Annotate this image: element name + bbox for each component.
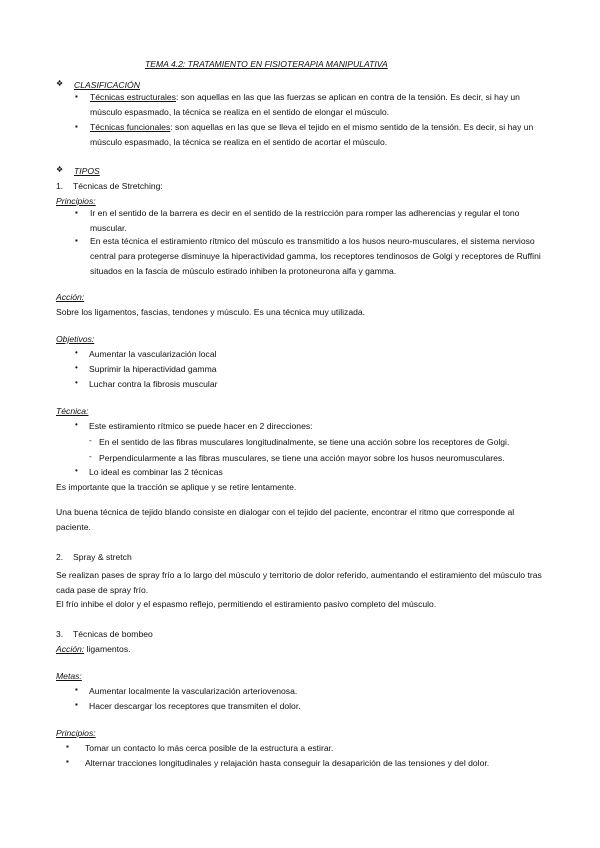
section-number: 2. [56, 552, 64, 562]
principio-item: Tomar un contacto lo más cerca posible de la estructura a estirar. [85, 743, 334, 753]
square-bullet-icon: ▪ [75, 685, 78, 694]
tipos-heading: TIPOS [74, 166, 100, 176]
metas-label: Metas: [56, 671, 82, 681]
section-number: 3. [56, 629, 64, 639]
tecnica-label: Técnica: [56, 406, 89, 416]
item-text: : son aquellas en las que se lleva el tejido en el mismo sentido de la tensión. Es decir, si hay un músculo espasmado, la técnica se realiza en el sentido de acortar el músculo. [90, 122, 534, 147]
item-text: : son aquellas en las que las fuerzas se aplican en contra de la tensión. Es decir, si hay un músculo espasmado, la técnica se realiza en el sentido de elongar el músculo. [90, 92, 520, 117]
accion-text: ligamentos. [84, 644, 131, 654]
principios-label: Principios: [56, 196, 96, 206]
dot-bullet-icon: • [75, 363, 78, 372]
tecnica-direction: Perpendicularmente a las fibras musculares, se tiene una acción mayor sobre los husos neuromusculares. [99, 453, 505, 463]
diamond-bullet-icon: ❖ [56, 79, 64, 88]
clasificacion-heading: CLASIFICACIÓN [74, 80, 140, 90]
note-paragraph: Una buena técnica de tejido blando consiste en dialogar con el tejido del paciente, encontrar el ritmo que corresponde al paciente. [56, 507, 515, 532]
section-number: 1. [56, 181, 64, 191]
item-label: Técnicas estructurales [90, 92, 176, 102]
principios-label: Principios: [56, 728, 96, 738]
clasificacion-item [90, 120, 550, 150]
section-title: Técnicas de Stretching: [73, 181, 163, 191]
square-bullet-icon: ▪ [75, 92, 78, 101]
dot-bullet-icon: • [75, 378, 78, 387]
note-text: Es importante que la tracción se aplique y se retire lentamente. [56, 482, 297, 492]
principio-item: Alternar tracciones longitudinales y relajación hasta conseguir la desaparición de las tensiones y del dolor. [85, 758, 490, 768]
dash-bullet-icon: - [89, 452, 92, 461]
accion-line [56, 645, 131, 654]
item-label: Técnicas funcionales [90, 122, 171, 132]
dot-bullet-icon: • [75, 420, 78, 429]
section-paragraph: El frío inhibe el dolor y el espasmo reflejo, permitiendo el estiramiento pasivo completo del músculo. [56, 599, 437, 609]
dot-bullet-icon: • [75, 466, 78, 475]
section-title: Técnicas de bombeo [73, 629, 153, 639]
diamond-bullet-icon: ❖ [56, 165, 64, 174]
meta-item: Aumentar localmente la vascularización arteriovenosa. [89, 686, 298, 696]
section-title: Spray & stretch [73, 552, 132, 562]
tecnica-direction: En el sentido de las fibras musculares longitudinalmente, se tiene una acción sobre los receptores de Golgi. [99, 437, 510, 447]
objetivo-item: Luchar contra la fibrosis muscular [89, 379, 218, 389]
dash-bullet-icon: - [89, 436, 92, 445]
clasificacion-item [90, 90, 550, 120]
square-bullet-icon: ▪ [75, 122, 78, 131]
tecnica-ideal: Lo ideal es combinar las 2 técnicas [89, 467, 223, 477]
objetivos-label: Objetivos: [56, 334, 95, 344]
meta-item: Hacer descargar los receptores que transmiten el dolor. [89, 701, 301, 711]
accion-label: Acción: [56, 644, 85, 654]
section-paragraph: Se realizan pases de spray frío a lo largo del músculo y territorio de dolor referido, aumentando el estiramiento del músculo tras cada pase de spray frío. [56, 570, 542, 595]
accion-text: Sobre los ligamentos, fascias, tendones y músculo. Es una técnica muy utilizada. [56, 307, 366, 317]
tecnica-intro: Este estiramiento rítmico se puede hacer en 2 direcciones: [89, 421, 313, 431]
objetivo-item: Suprimir la hiperactividad gamma [89, 364, 217, 374]
page-title: TEMA 4.2: TRATAMIENTO EN FISIOTERAPIA MANIPULATIVA [145, 59, 388, 69]
square-bullet-icon: ▪ [75, 236, 78, 245]
square-bullet-icon: ▪ [66, 757, 69, 766]
principio-item: Ir en el sentido de la barrera es decir en el sentido de la restricción para romper las adherencias y regular el tono muscular. [90, 208, 520, 233]
square-bullet-icon: ▪ [75, 700, 78, 709]
principio-item: En esta técnica el estiramiento rítmico del músculo es transmitido a los husos neuro-musculares, el sistema nervioso central para protegerse disminuye la hiperactividad gamma, los receptores tendinosos de Golgi y receptores de Ruffini situados en la fascia de músculo estirado inhiben la protoneurona alfa y gamma. [90, 236, 541, 276]
square-bullet-icon: ▪ [66, 742, 69, 751]
objetivo-item: Aumentar la vascularización local [89, 349, 217, 359]
accion-label: Acción: [56, 292, 85, 302]
dot-bullet-icon: • [75, 348, 78, 357]
square-bullet-icon: ▪ [75, 208, 78, 217]
